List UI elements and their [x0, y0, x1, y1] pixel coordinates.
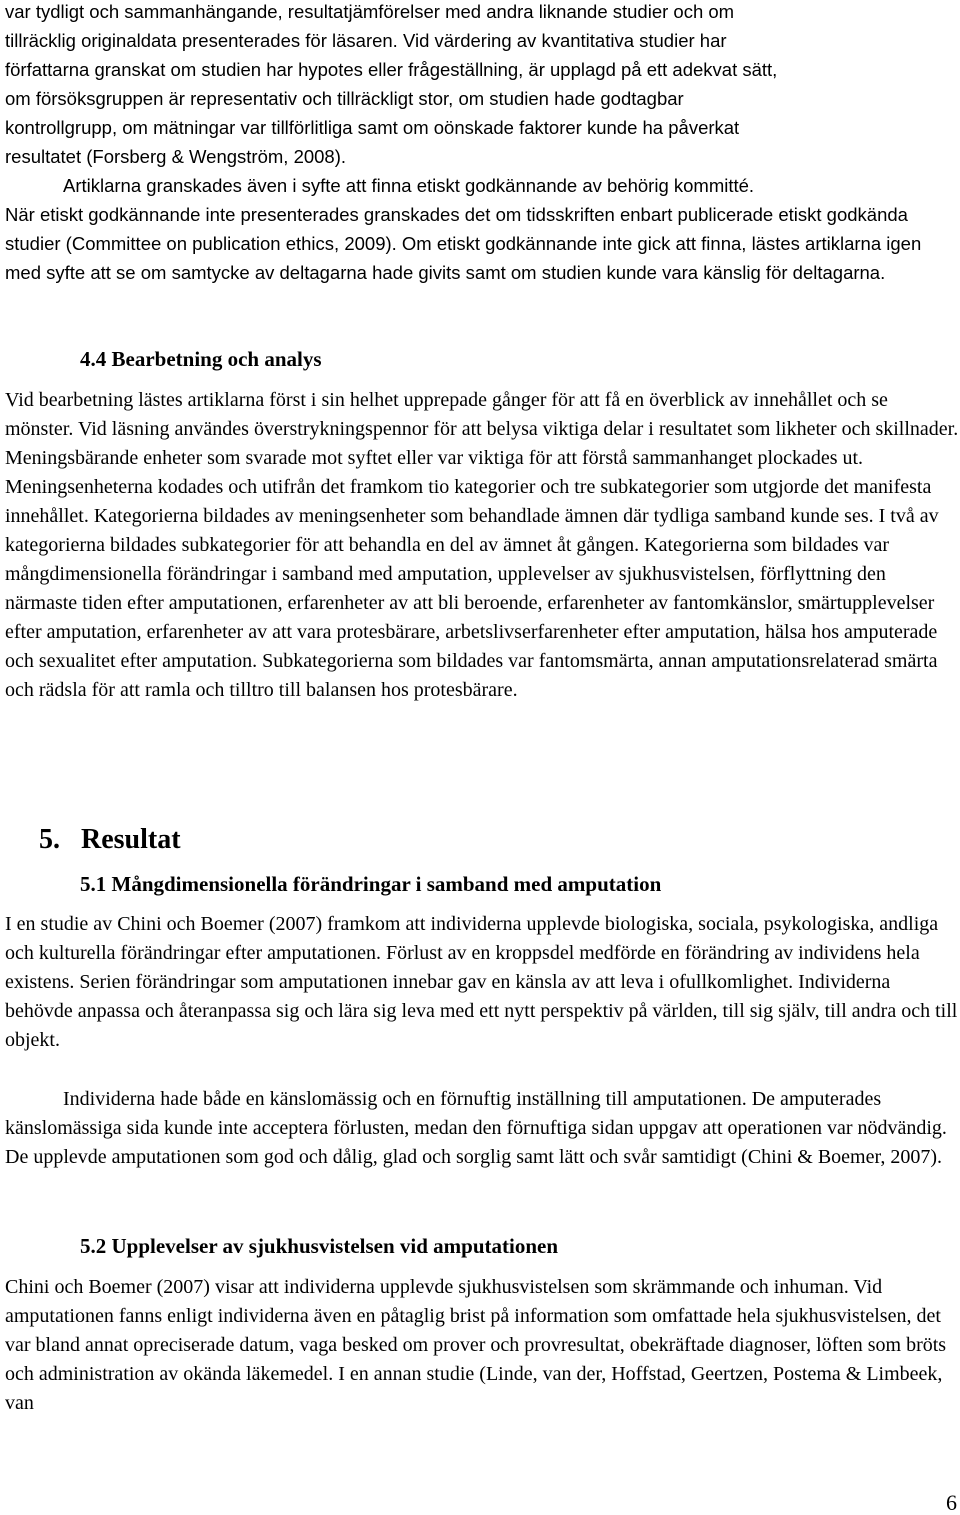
section-heading-4-4: 4.4 Bearbetning och analys [80, 347, 322, 371]
intro-line: om försöksgruppen är representativ och tillräckligt stor, om studien hade godtagbar [5, 88, 684, 109]
section-heading-5-2: 5.2 Upplevelser av sjukhusvistelsen vid amputationen [80, 1234, 559, 1258]
intro-line: resultatet (Forsberg & Wengström, 2008). [5, 146, 347, 167]
intro-line: Artiklarna granskades även i syfte att finna etiskt godkännande av behörig kommitté. [63, 175, 755, 196]
section-5-2-body: Chini och Boemer (2007) visar att individerna upplevde sjukhusvistelsen som skrämmande och inhuman. Vid amputationen fanns enligt individerna även en påtaglig brist på information som omfattade hela sjukhusvistelsen, det var bland annat opreciserade datum, vaga besked om prover och provresultat, obekräftade diagnoser, löften som bröts och administration av okända läkemedel. I en annan studie (Linde, van der, Hoffstad, Geertzen, Postema & Limbeek, van [5, 1276, 947, 1414]
section-5-1-para-1: I en studie av Chini och Boemer (2007) framkom att individerna upplevde biologiska, sociala, psykologiska, andliga och kulturella förändringar efter amputationen. Förlust av en kroppsdel medförde en förändring av individens hela existens. Serien förändringar som amputationen innebar gav en känsla av att leva i ofullkomlighet. Individerna behövde anpassa och återanpassa sig och lära sig leva med ett nytt perspektiv på världen, till sig själv, till andra och till objekt. [5, 913, 958, 1051]
intro-paragraph [5, 0, 960, 200]
intro-line: var tydligt och sammanhängande, resultatjämförelser med andra liknande studier och om [5, 1, 735, 22]
section-title: Resultat [81, 824, 181, 855]
section-number: 5. [39, 824, 60, 855]
intro-line: författarna granskat om studien har hypotes eller frågeställning, är upplagd på ett adekvat sätt, [5, 59, 778, 80]
intro-line: tillräcklig originaldata presenterades för läsaren. Vid värdering av kvantitativa studier har [5, 30, 727, 51]
section-heading-5 [39, 822, 181, 858]
ethics-paragraph: När etiskt godkännande inte presenterades granskades det om tidsskriften enbart publicerade etiskt godkända studier (Committee on publication ethics, 2009). Om etiskt godkännande inte gick att finna, lästes artiklarna igen med syfte att se om samtycke av deltagarna hade givits samt om studien kunde vara känslig för deltagarna. [5, 204, 922, 283]
section-5-1-para-2: Individerna hade både en känslomässig och en förnuftig inställning till amputationen. De amputerades känslomässiga sida kunde inte acceptera förlusten, medan den förnuftiga sidan uppgav att operationen var nödvändig. De upplevde amputationen som god och dålig, glad och sorglig samt lätt och svår samtidigt (Chini & Boemer, 2007). [5, 1088, 947, 1168]
section-heading-5-1: 5.1 Mångdimensionella förändringar i samband med amputation [80, 872, 662, 896]
intro-line: kontrollgrupp, om mätningar var tillförlitliga samt om oönskade faktorer kunde ha påverkat [5, 117, 740, 138]
page-number: 6 [946, 1490, 957, 1515]
section-4-4-body: Vid bearbetning lästes artiklarna först i sin helhet upprepade gånger för att få en överblick av innehållet och se mönster. Vid läsning användes överstrykningspennor för att belysa viktiga delar i resultatet som likheter och skillnader. Meningsbärande enheter som svarade mot syftet eller var viktiga för att förstå sammanhanget plockades ut. Meningsenheterna kodades och utifrån det framkom tio kategorier och tre subkategorier som utgjorde det manifesta innehållet. Kategorierna bildades av meningsenheter som behandlade ämnen där tydliga samband kunde ses. I två av kategorierna bildades subkategorier för att behandla en del av ämnet åt gången. Kategorierna som bildades var mångdimensionella förändringar i samband med amputation, upplevelser av sjukhusvistelsen, förflyttning den närmaste tiden efter amputationen, erfarenheter av att bli beroende, erfarenheter av fantomkänslor, smärtupplevelser efter amputation, erfarenheter av att vara protesbärare, arbetslivserfarenheter efter amputation, hälsa hos amputerade och sexualitet efter amputation. Subkategorierna som bildades var fantomsmärta, annan amputationsrelaterad smärta och rädsla för att ramla och tilltro till balansen hos protesbärare. [5, 389, 959, 701]
